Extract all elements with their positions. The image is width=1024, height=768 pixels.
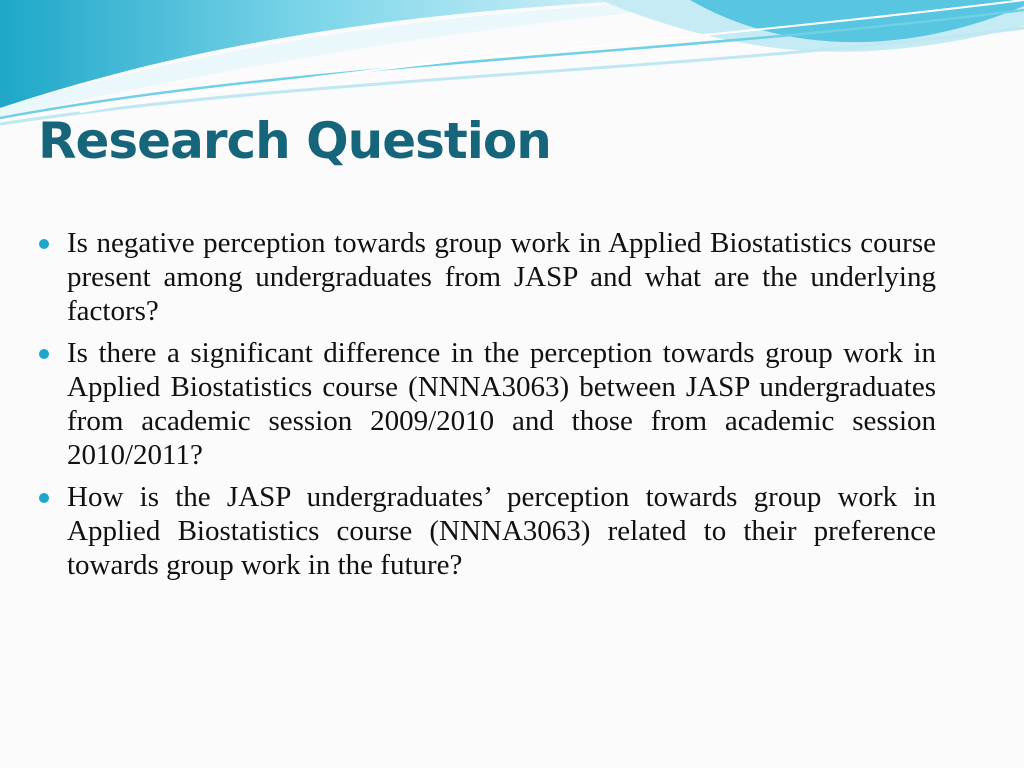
bullet-text-3: How is the JASP undergraduates’ perception towards group work in Applied Biostatistics course (NNNA3063) related to their preference towards group work in the future? xyxy=(67,481,936,581)
bullet-item-3 xyxy=(38,480,936,582)
bullet-text-1: Is negative perception towards group work in Applied Biostatistics course present among undergraduates from JASP and what are the underlying factors? xyxy=(67,227,936,327)
bullet-item-1 xyxy=(38,226,936,328)
bullet-item-2 xyxy=(38,336,936,472)
header-wave-decoration xyxy=(0,0,1024,130)
bullet-icon xyxy=(39,349,49,359)
bullet-list xyxy=(38,226,936,590)
bullet-icon xyxy=(39,239,49,249)
slide-title: Research Question xyxy=(38,112,551,170)
bullet-text-2: Is there a significant difference in the perception towards group work in Applied Biostatistics course (NNNA3063) between JASP undergraduates from academic session 2009/2010 and those from academic session 2010/2011? xyxy=(67,337,936,471)
bullet-icon xyxy=(39,493,49,503)
